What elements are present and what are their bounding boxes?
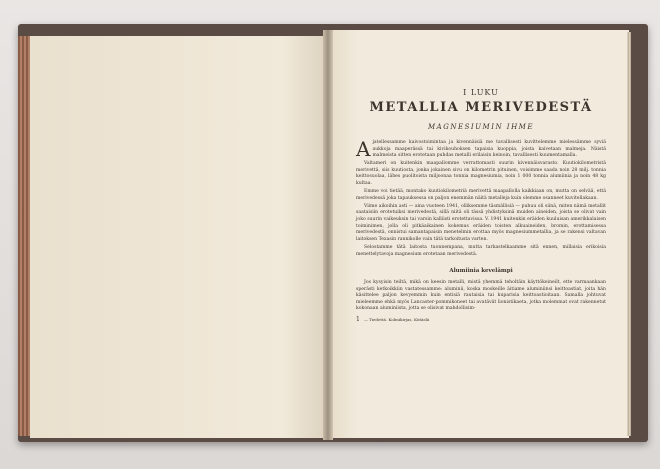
chapter-title: METALLIA MERIVEDESTÄ bbox=[369, 100, 593, 115]
paragraph-5: Selostamme tätä laitosta tuonnempana, mutta tarkastelkaamme sitä ennen, millaisia erikoisia menettelytavoja magnesium erotetaan merivedestä. bbox=[356, 244, 606, 257]
paragraph-1 bbox=[356, 137, 606, 161]
section-paragraph: Jos kysyisin teiltä, mikä on keesin metalli, mistä yhemmä teholtäin käyttökeineilt, ette varmaankaan sperästi ketkoikkiin vastatessamme: aluminii, koska moskeille äitiame aluminiinsi keittoastiat, joita hän käsittelee paljon kevyemmin kuin entisiä rautaisia tai kuparisia keittoastioitaan. Samalla johtuvat mieleemme ehkä myös Lancaster-pommikoneet tai avatävät lionistikaeta, jotka molemmat ovat rakennetut kokonaan aluminiista, jotta se olisivat mahdollisim- bbox=[356, 280, 606, 312]
footer-text: — Tiedettä. Kolmikirjas, Kiitäslä bbox=[363, 317, 430, 323]
chapter-subtitle: MAGNESIUMIN IHME bbox=[428, 123, 534, 131]
section-heading: Alumiinia kevelämpi bbox=[449, 268, 513, 275]
book-gutter bbox=[323, 30, 333, 440]
page-edges bbox=[627, 32, 631, 436]
page-content bbox=[356, 88, 606, 323]
paragraph-1-text: jatellessamme kaivostoimintaa ja kivennäisiä me tavallisesti kuvittelemme mielessämme syviä aukkoja maaperässä tai kivikouhoksen tapaisia kuoppia, joista kaivetaan malmeja. Näistä malmeista sitten erotetaan puhdas metalli erilaisin keinoin, tavallisesti kuumentamalla. bbox=[372, 140, 606, 159]
paragraph-2: Valtameri on kuitenkin maapallomme verrattomasti suurin kivennäisvarasto. Kuutiokilometristä merivettä, siis kuutiosta, jonka jokainen sivu on kilometrin pituinen, voisimme saada noin 28 milj. tonnia keittosuolaa, lähes puolitoista miljoonaa tonnia magnesiumia, noin 1 000 tonnia alumiinia ja noin 48 kg kultaa. bbox=[356, 161, 606, 187]
drop-cap: A bbox=[356, 137, 371, 161]
paragraph-4: Viime aikoihin asti — aina vuoteen 1941, olliksemme täsmällisiä — puhuu oli siinä, miten nämä metallit saataisiin erotetuiksi merivedestä, sillä niitä oli tässä yhdistyksinä muiden aineiden, joista se olivat vain joko suurin vaikeuksin tai varsin kalliisti erotettavissa. V. 1941 kuitenkin eräiden kuuluisan amerikkalaisen toiminimen, jolla oli pitkäaikainen kokemus eräiden toisten alkuaineiden, bromin, erottamisessa merivedestä, onnistui samantapaisin menetelmin erottaa myös magnesiummetallia, ja se rakensi valtavan laitoksen Texasin rannikolle vain tätä tarkoitusta varten. bbox=[356, 203, 606, 242]
chapter-label: I LUKU bbox=[463, 88, 499, 97]
left-page-blank bbox=[30, 36, 327, 438]
page-footer bbox=[356, 316, 606, 323]
paragraph-3: Emme voi tietää, montako kuutiokilometriä merivettä maapallolla kaikkiaan on, mutta on selvää, että merivedessä joka tapauksessa on paljon enemmän näitä metalleja kuin olemme osanneet kuvitellakaan. bbox=[356, 189, 606, 201]
footer-number: 1 bbox=[356, 316, 360, 324]
